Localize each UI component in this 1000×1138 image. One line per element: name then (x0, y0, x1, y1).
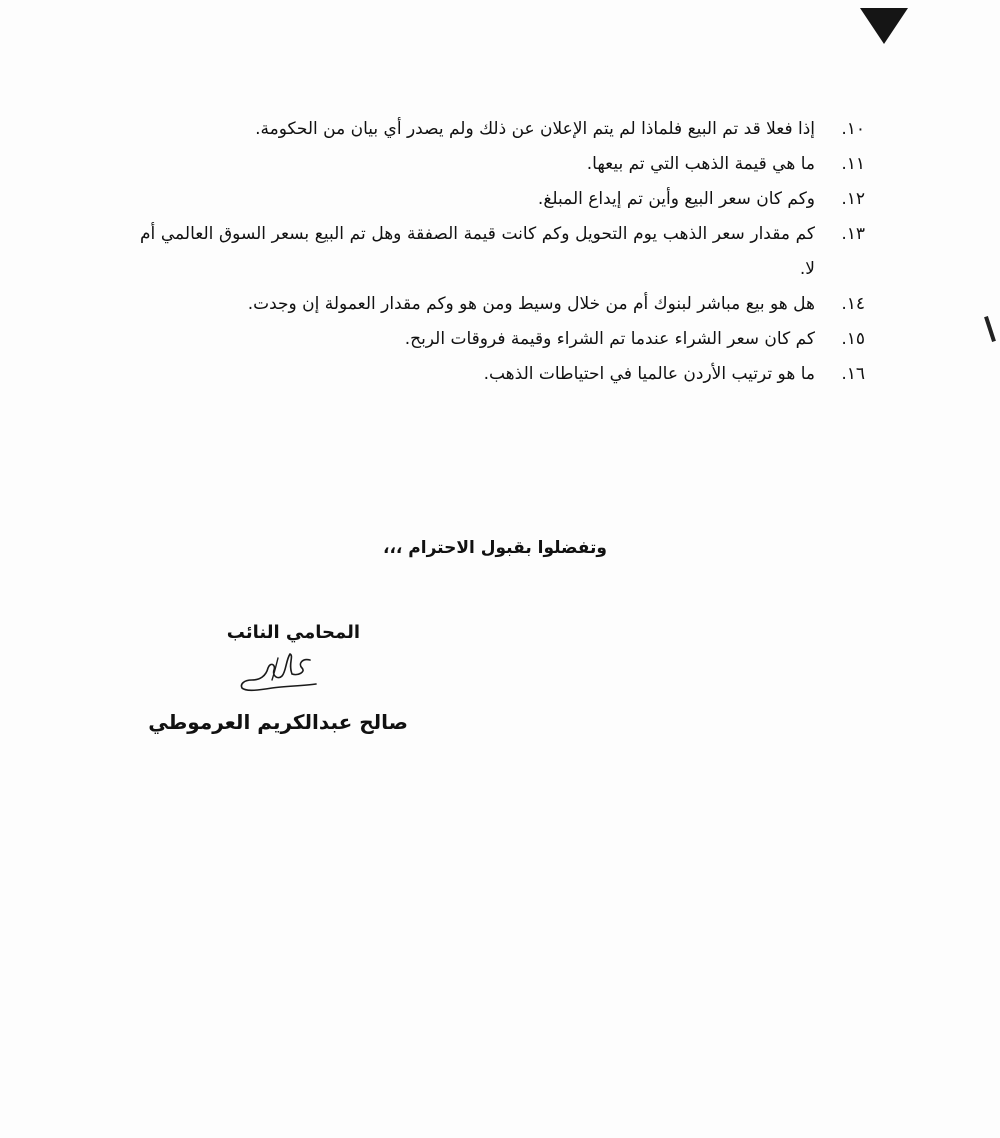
list-item (140, 357, 865, 392)
question-number: ١٦. (841, 364, 865, 384)
signatory-name: صالح عبدالكريم العرموطي (148, 710, 408, 734)
question-number: ١٢. (841, 189, 865, 209)
list-item (140, 147, 865, 182)
question-text: كم كان سعر الشراء عندما تم الشراء وقيمة فروقات الربح. (404, 329, 815, 349)
question-text: وكم كان سعر البيع وأين تم إيداع المبلغ. (537, 189, 815, 209)
list-item (140, 217, 865, 287)
handwritten-signature (232, 650, 322, 700)
list-item (140, 112, 865, 147)
question-text: كم مقدار سعر الذهب يوم التحويل وكم كانت قيمة الصفقة وهل تم البيع بسعر السوق العالمي أم لا. (140, 224, 815, 279)
corner-triangle-mark (860, 8, 908, 44)
question-text: ما هو ترتيب الأردن عالميا في احتياطات الذهب. (483, 364, 815, 384)
question-number: ١١. (841, 154, 865, 174)
question-text: إذا فعلا قد تم البيع فلماذا لم يتم الإعلان عن ذلك ولم يصدر أي بيان من الحكومة. (255, 119, 815, 139)
question-number: ١٣. (841, 224, 865, 244)
question-number: ١٤. (841, 294, 865, 314)
question-number: ١٥. (841, 329, 865, 349)
question-text: هل هو بيع مباشر لبنوك أم من خلال وسيط ومن هو وكم مقدار العمولة إن وجدت. (247, 294, 815, 314)
question-text: ما هي قيمة الذهب التي تم بيعها. (586, 154, 815, 174)
question-number: ١٠. (841, 119, 865, 139)
questions-list (140, 112, 865, 392)
list-item (140, 287, 865, 322)
list-item (140, 182, 865, 217)
closing-salutation: وتفضلوا بقبول الاحترام ،،، (383, 538, 607, 558)
edge-scan-mark (984, 316, 996, 342)
signatory-title: المحامي النائب (226, 622, 360, 643)
list-item (140, 322, 865, 357)
